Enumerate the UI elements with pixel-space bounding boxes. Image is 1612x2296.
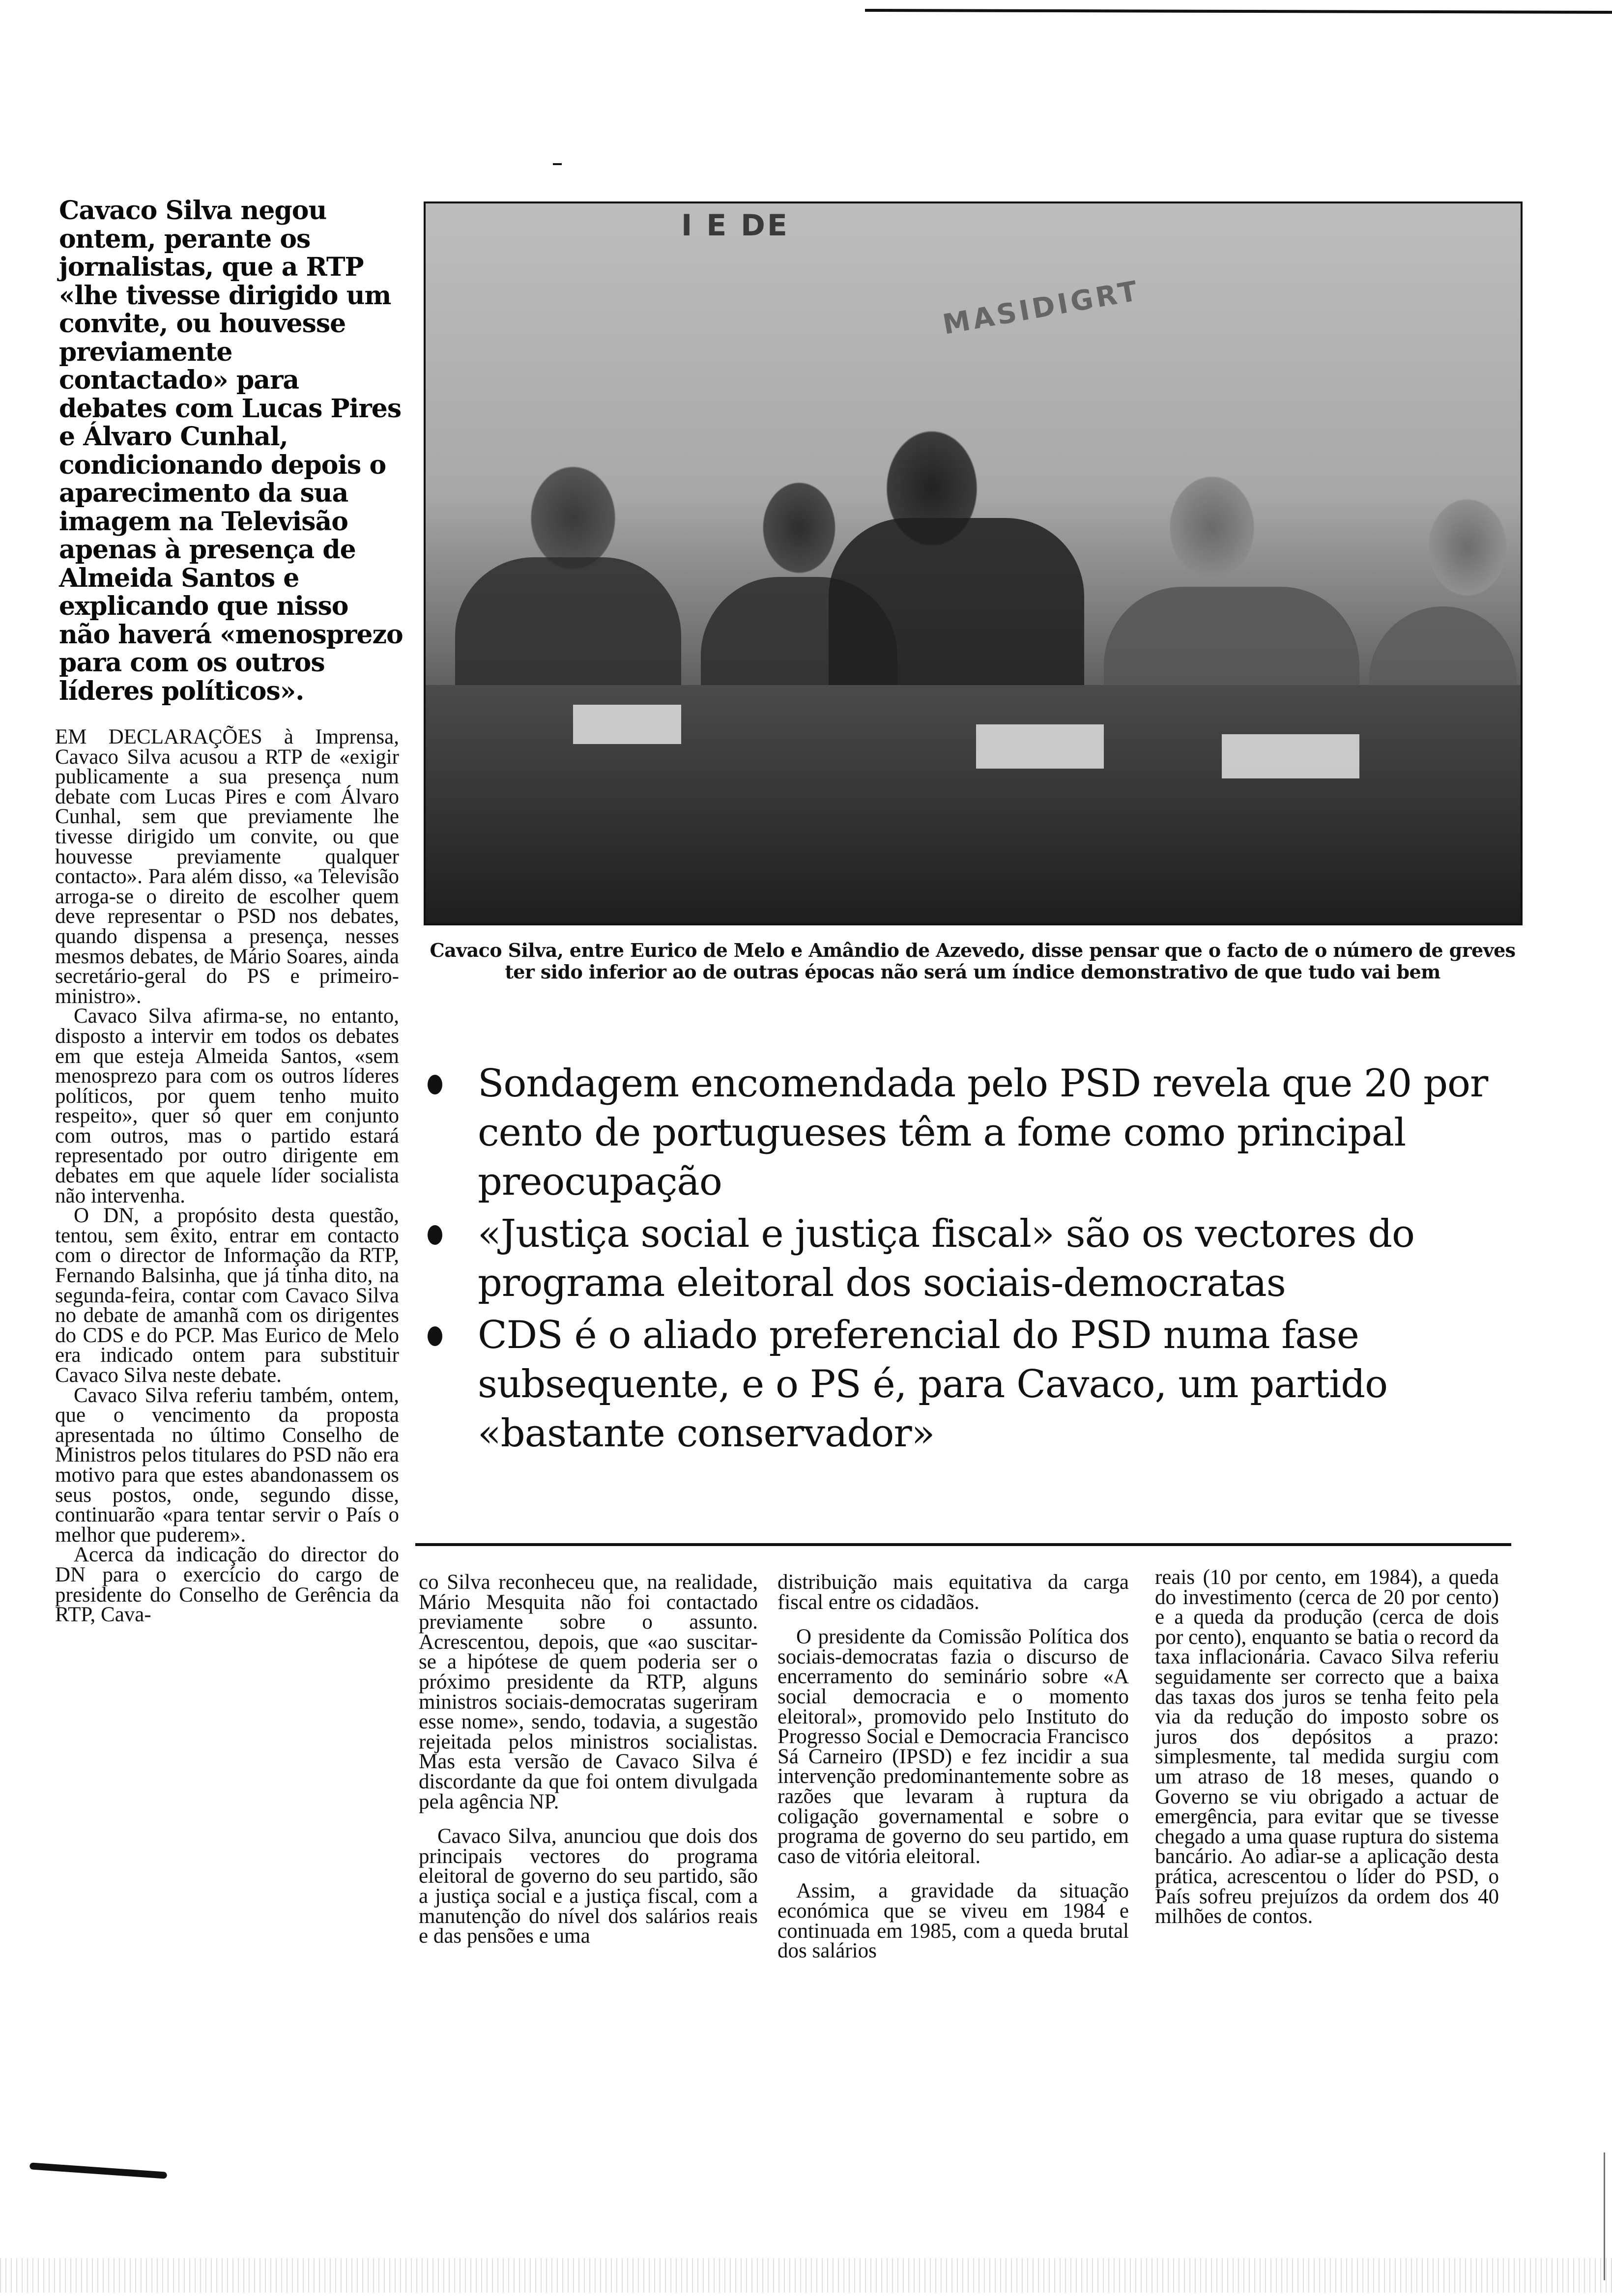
bullet-icon bbox=[428, 1326, 442, 1346]
paragraph: reais (10 por cento, em 1984), a queda do investimento (cerca de 20 por cento) e a queda da produção (cerca de dois por cento), enquanto se batia o record da taxa inflacionária. Cavaco Silva referiu seguidamente ser correcto que a baixa das taxas dos juros se tenha feito pela via da redução do imposto sobre os juros dos depósitos a prazo: simplesmente, tal medida surgiu com um atraso de 18 meses, quando o Governo se viu obrigado a actuar de emergência, para evitar que se tivesse chegado a uma quase ruptura do sistema bancário. Ao adiar-se a aplicação desta prática, acrescentou o líder do PSD, o País sofreu prejuízos da ordem dos 40 milhões de contos. bbox=[1155, 1566, 1499, 1928]
article-column-4 bbox=[1155, 1568, 1499, 1927]
highlight-item bbox=[424, 1059, 1525, 1206]
photo-banner-text-2: MASIDIGRT bbox=[940, 275, 1143, 341]
paragraph: distribuição mais equitativa da carga fiscal entre os cidadãos. bbox=[777, 1571, 1129, 1614]
highlight-text: Sondagem encomendada pelo PSD revela que 20 por cento de portugueses têm a fome como principal preocupação bbox=[478, 1062, 1488, 1204]
photo-paper bbox=[573, 705, 681, 744]
photo-caption: Cavaco Silva, entre Eurico de Melo e Amândio de Azevedo, disse pensar que o facto de o número de greves ter sido inferior ao de outras épocas não será um índice demonstrativo de que tudo vai bem bbox=[430, 939, 1516, 983]
section-divider bbox=[415, 1543, 1511, 1546]
paragraph: O presidente da Comissão Política dos sociais-democratas fazia o discurso de encerramento do seminário sobre «A social democracia e o momento eleitoral», promovido pelo Instituto do Progresso Social e Democracia Francisco Sá Carneiro (IPSD) e fez incidir a sua intervenção predominantemente sobre as razões que levaram à ruptura da coligação governamental e sobre o programa de governo do seu partido, em caso de vitória eleitoral. bbox=[777, 1625, 1129, 1868]
paragraph: EM DECLARAÇÕES à Imprensa, Cavaco Silva acusou a RTP de «exigir publicamente a sua presença num debate com Lucas Pires e com Álvaro Cunhal, sem que previamente lhe tivesse dirigido um convite, ou que houvesse previamente qualquer contacto». Para além disso, «a Televisão arroga-se o direito de escolher quem deve representar o PSD nos debates, quando dispensa a presença, nesses mesmos debates, de Mário Soares, ainda secretário-geral do PS e primeiro-ministro». bbox=[55, 725, 399, 1008]
article-column-1 bbox=[55, 727, 399, 1625]
paragraph: Assim, a gravidade da situação económica que se viveu em 1984 e continuada em 1985, com a queda brutal dos salários bbox=[777, 1879, 1129, 1963]
paragraph: Cavaco Silva referiu também, ontem, que o vencimento da proposta apresentada no último Conselho de Ministros pelos titulares do PSD não era motivo para que estes abandonassem os seus postos, onde, segundo disse, continuarão «para tentar servir o País o melhor que puderem». bbox=[55, 1383, 399, 1547]
ink-mark bbox=[29, 2162, 167, 2179]
highlight-item bbox=[424, 1209, 1525, 1308]
photo-paper bbox=[1222, 734, 1359, 778]
photo-banner-text: I E DE bbox=[681, 208, 789, 243]
paragraph: Cavaco Silva afirma-se, no entanto, disposto a intervir em todos os debates em que esteja Almeida Santos, «sem menosprezo para com os outros líderes políticos, por quem tenho muito respeito», quer só quer em conjunto com outros, mas o partido estará representado por outro dirigente em debates em que aquele líder socialista não intervenha. bbox=[55, 1004, 399, 1207]
lead-paragraph: Cavaco Silva negou ontem, perante os jornalistas, que a RTP «lhe tivesse dirigido um convite, ou houvesse previamente contactado» para debates com Lucas Pires e Álvaro Cunhal, condicionando depois o aparecimento da sua imagem na Televisão apenas à presença de Almeida Santos e explicando que nisso não haverá «menosprezo para com os outros líderes políticos». bbox=[59, 196, 403, 706]
bullet-icon bbox=[428, 1075, 442, 1094]
news-photo bbox=[424, 201, 1523, 925]
article-column-2 bbox=[419, 1573, 758, 1947]
bullet-icon bbox=[428, 1225, 442, 1245]
scan-noise bbox=[0, 2258, 1612, 2293]
paragraph: co Silva reconheceu que, na realidade, Mário Mesquita não foi contactado previamente sobre o assunto. Acrescentou, depois, que «ao suscitar-se a hipótese de quem poderia ser o próximo presidente da RTP, alguns ministros sociais-democratas sugeriram esse nome», sendo, todavia, a sugestão rejeitada pelos ministros socialistas. Mas esta versão de Cavaco Silva é discordante da que foi ontem divulgada pela agência NP. bbox=[419, 1571, 758, 1813]
highlight-text: «Justiça social e justiça fiscal» são os vectores do programa eleitoral dos sociais-democratas bbox=[478, 1212, 1414, 1305]
article-column-3 bbox=[777, 1573, 1129, 1961]
paragraph: Cavaco Silva, anunciou que dois dos principais vectores do programa eleitoral de governo do seu partido, são a justiça social e a justiça fiscal, com a manutenção do nível dos salários reais e das pensões e uma bbox=[419, 1825, 758, 1948]
paragraph: O DN, a propósito desta questão, tentou, sem êxito, entrar em contacto com o director de Informação da RTP, Fernando Balsinha, que já tinha dito, na segunda-feira, contar com Cavaco Silva no debate de amanhã com os dirigentes do CDS e do PCP. Mas Eurico de Melo era indicado ontem para substituir Cavaco Silva neste debate. bbox=[55, 1204, 399, 1387]
paragraph: Acerca da indicação do director do DN para o exercício do cargo de presidente do Conselho de Gerência da RTP, Cava- bbox=[55, 1543, 399, 1627]
highlight-text: CDS é o aliado preferencial do PSD numa fase subsequente, e o PS é, para Cavaco, um partido «bastante conservador» bbox=[478, 1313, 1388, 1456]
photo-paper bbox=[976, 724, 1104, 769]
page-mark bbox=[553, 163, 562, 165]
highlight-item bbox=[424, 1311, 1525, 1458]
top-rule bbox=[865, 9, 1612, 14]
highlights-list bbox=[424, 1059, 1525, 1461]
